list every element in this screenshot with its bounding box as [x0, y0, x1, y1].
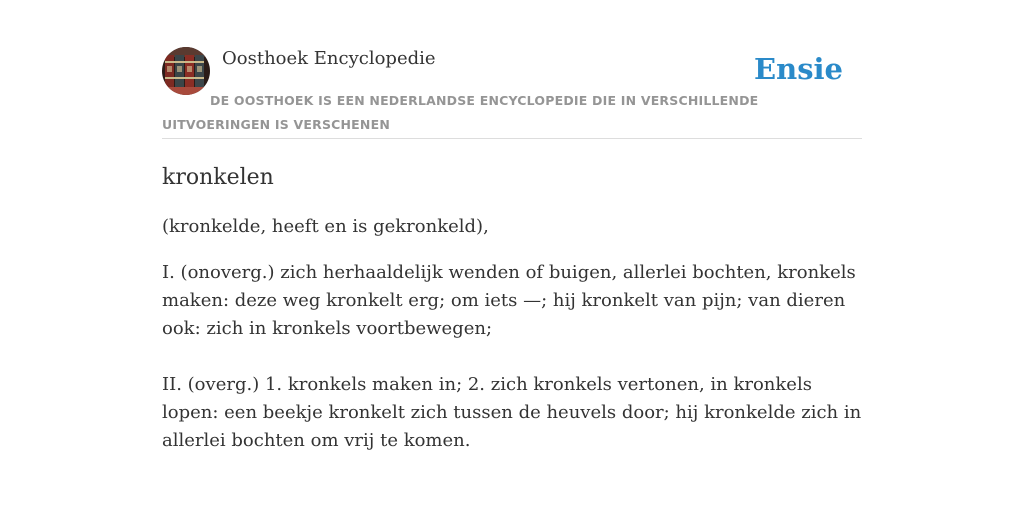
entry-sense-2: II. (overg.) 1. kronkels maken in; 2. zich kronkels vertonen, in kronkels lopen: een beekje kronkelt zich tussen de heuvels door; hij kronkelde zich in allerlei bochten om vrij te komen.	[162, 374, 862, 451]
entry-grammar: (kronkelde, heeft en is gekronkeld),	[162, 216, 489, 237]
entry-headword: kronkelen	[162, 165, 274, 190]
entry-sense-1: I. (onoverg.) zich herhaaldelijk wenden of buigen, allerlei bochten, kronkels maken: deze weg kronkelt erg; om iets —; hij kronkelt van pijn; van dieren ook: zich in kronkels voortbewegen;	[162, 262, 856, 339]
encyclopedia-books-icon[interactable]	[162, 47, 210, 95]
source-header	[162, 46, 862, 139]
source-title[interactable]: Oosthoek Encyclopedie	[222, 48, 436, 69]
source-description: DE OOSTHOEK IS EEN NEDERLANDSE ENCYCLOPEDIE DIE IN VERSCHILLENDE UITVOERINGEN IS VERSCHENEN	[162, 93, 759, 132]
ensie-logo[interactable]: Ensie	[754, 52, 843, 86]
entry-card	[162, 46, 862, 455]
